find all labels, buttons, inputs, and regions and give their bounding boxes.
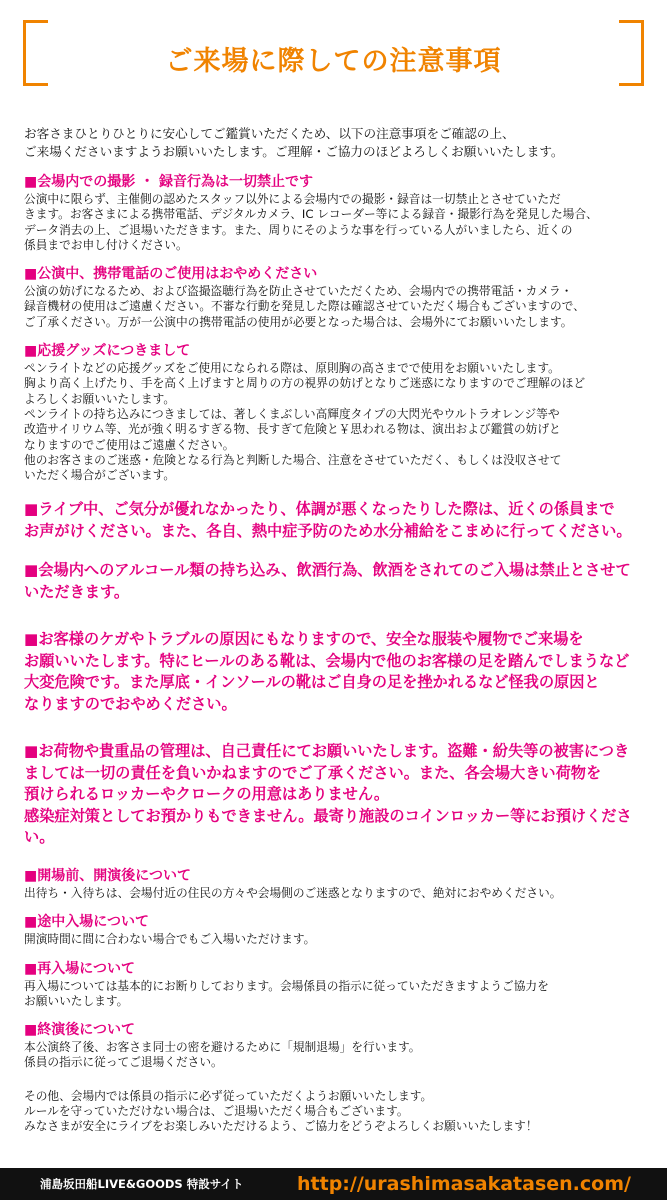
footer-site-label: 浦島坂田船LIVE&GOODS 特設サイト [40, 1177, 244, 1191]
footer-bar [0, 1168, 667, 1200]
section-body: 開演時間に間に合わない場合でもご入場いただけます。 [24, 932, 316, 947]
section-body: 公演中に限らず、主催側の認めたスタッフ以外による会場内での撮影・録音は一切禁止とさせていただ きます。お客さまによる携帯電話、デジタルカメラ、IC レコーダー等による録音・撮影行為を発見した場合、 データ消去の上、ご退場いただきます。また、周りにそのような事を行っている人がいましたら、近くの 係員までお申し付けください。 [24, 192, 598, 252]
section-title: ■公演中、携帯電話のご使用はおやめください [24, 266, 318, 283]
section-support-goods [24, 342, 649, 483]
section-title: ■再入場について [24, 960, 135, 977]
notice-content [24, 125, 649, 1135]
section-title: ■途中入場について [24, 914, 149, 931]
section-mobile-phones [24, 265, 649, 330]
footer-url-link[interactable]: http://urashimasakatasen.com/ [297, 1173, 631, 1195]
page-title: ご来場に際しての注意事項 [165, 46, 502, 77]
section-body: 出待ち・入待ちは、会場付近の住民の方々や会場側のご迷惑となりますので、絶対におやめください。 [24, 885, 562, 900]
section-title: ■会場内での撮影 ・ 録音行為は一切禁止です [24, 174, 313, 190]
page-header [0, 0, 667, 118]
section-body: ペンライトなどの応援グッズをご使用になられる際は、原則胸の高さまでで使用をお願いいたします。 胸より高く上げたり、手を高く上げますと周りの方の視界の妨げとなりご迷惑になりますのでご理解のほど よろしくお願いいたします。 ペンライトの持ち込みにつきましては、著しくまぶしい高輝度タイプの大閃光やウルトラオレンジ等や 改造サイリウム等、光が強く明るすぎる物、長すぎて危険と￥思われる物は、演出および鑑賞の妨げと なりますのでご使用はご遠慮ください。 他のお客さまのご迷惑・危険となる行為と判断した場合、注意をさせていただく、もしくは没収させて いただく場合がございます。 [24, 361, 586, 483]
section-body: 本公演終了後、お客さま同士の密を避けるために「規制退場」を行います。 係員の指示に従ってご退場ください。 [24, 1040, 421, 1070]
intro-text: お客さまひとりひとりに安心してご鑑賞いただくため、以下の注意事項をご確認の上、 ご来場くださいますようお願いいたします。ご理解・ご協力のほどよろしくお願いいたします。 [24, 126, 564, 159]
section-title: ■開場前、開演後について [24, 867, 191, 884]
section-photography [24, 173, 649, 253]
section-after-show [24, 1021, 649, 1071]
section-body: 公演の妨げになるため、および盗撮盗聴行為を防止させていただくため、会場内での携帯電話・カメラ・ 録音機材の使用はご遠慮ください。不審な行動を発見した際は確認させていただく場合もございますので、 ご了承ください。万が一公演中の携帯電話の使用が必要となった場合は、会場外にてお願いいたします。 [24, 284, 585, 329]
notice-footwear: ■お客様のケガやトラブルの原因にもなりますので、安全な服装や履物でご来場を お願いいたします。特にヒールのある靴は、会場内で他のお客様の足を踏んでしまうなど 大変危険です。また厚底・インソールの靴はご自身の足を挫かれるなど怪我の原因と なりますのでおやめください。 [24, 630, 630, 713]
notice-belongings: ■お荷物や貴重品の管理は、自己責任にてお願いいたします。盗難・紛失等の被害につき ましては一切の責任を負いかねますのでご了承ください。また、各会場大きい荷物を 預けられるロッカーやクロークの用意はありません。 感染症対策としてお預かりもできません。最寄り施設のコインロッカー等にお預けください。 [24, 742, 632, 847]
section-re-entry [24, 960, 649, 1010]
section-body: 再入場については基本的にお断りしております。会場係員の指示に従っていただきますようご協力を お願いいたします。 [24, 978, 549, 1008]
section-before-after-show [24, 867, 649, 901]
section-title: ■終演後について [24, 1022, 135, 1039]
closing-text: その他、会場内では係員の指示に必ず従っていただくようお願いいたします。 ルールを守っていただけない場合は、ご退場いただく場合もございます。 みなさまが安全にライブをお楽しみいただけるよう、ご協力をどうぞよろしくお願いいたします！ [24, 1088, 538, 1134]
section-late-entry [24, 913, 649, 947]
section-title: ■応援グッズにつきまして [24, 343, 191, 360]
notice-health: ■ライブ中、ご気分が優れなかったり、体調が悪くなったりした際は、近くの係員まで お声がけください。また、各自、熱中症予防のため水分補給をこまめに行ってください。 [24, 500, 632, 540]
notice-alcohol: ■会場内へのアルコール類の持ち込み、飲酒行為、飲酒をされてのご入場は禁止とさせて いただきます。 [24, 561, 631, 601]
